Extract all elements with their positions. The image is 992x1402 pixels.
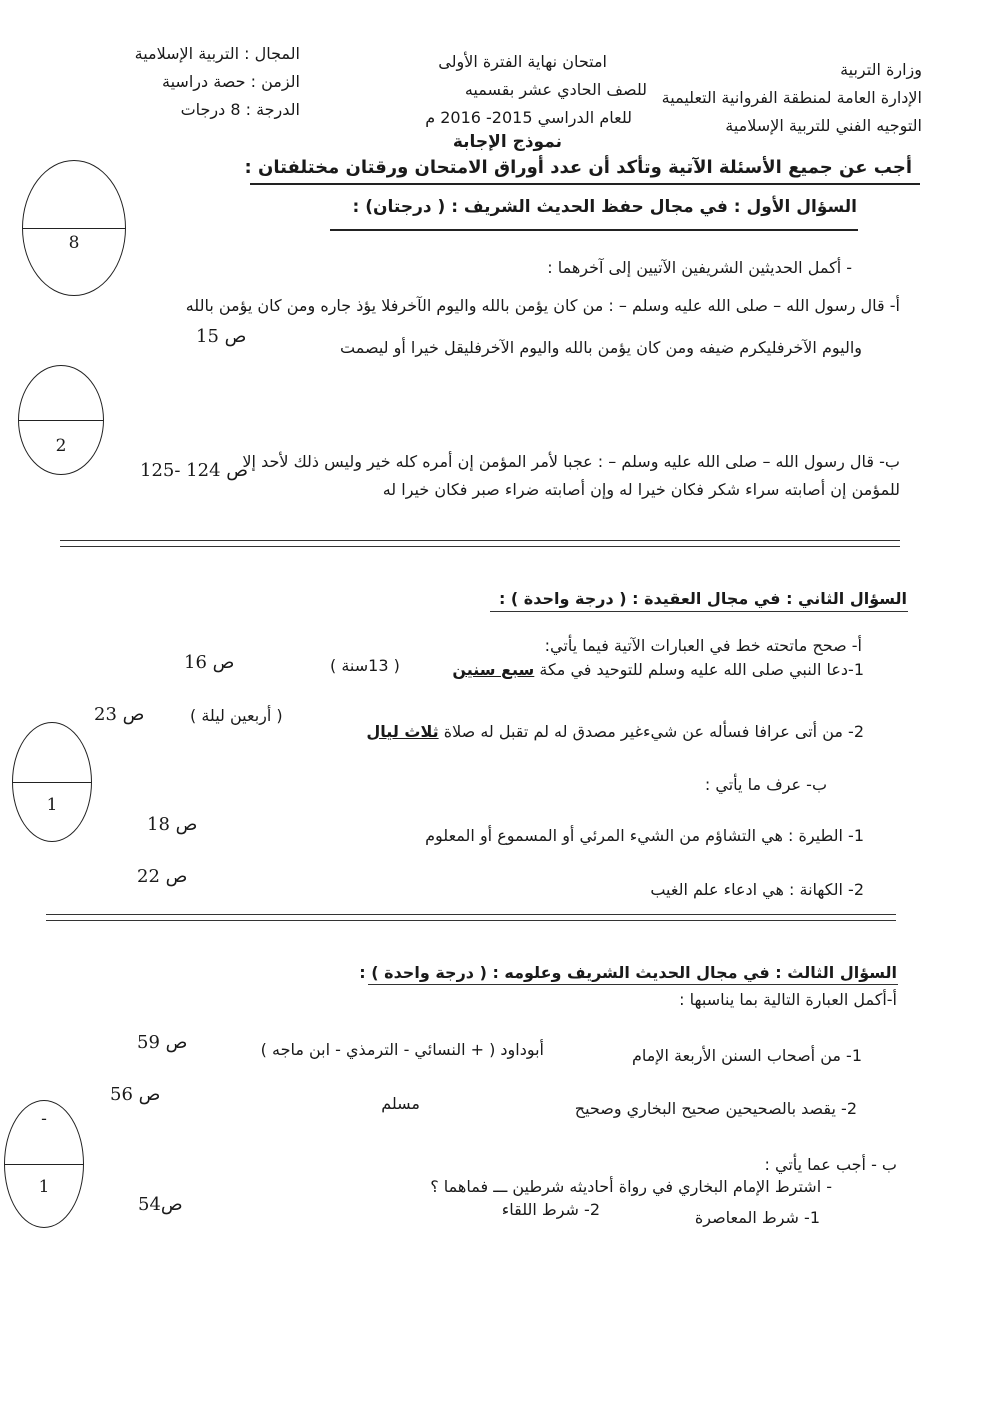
answer-key-label: نموذج الإجابة (452, 132, 562, 152)
q2-a1-answer: ( 13سنة ) (330, 656, 400, 675)
q3-a1-page: ص 59 (137, 1032, 188, 1053)
ministry-name: وزارة التربية (840, 60, 922, 79)
q2-a2-text: 2- من أتى عرافا فسأله عن شيءغير مصدق له لم تقبل له صلاة (443, 722, 864, 741)
q1-b-line1: ب- قال رسول الله – صلى الله عليه وسلم – : عجبا لأمر المؤمن إن أمره كله خير وليس ذلك لأحد إلا (242, 452, 900, 471)
q2-b2: 2- الكهانة : هي ادعاء علم الغيب (650, 880, 864, 899)
q2-b1: 1- الطيرة : هي التشاؤم من الشيء المرئي أو المسموع أو المعلوم (425, 826, 864, 845)
q3-a-prompt: أ-أكمل العبارة التالية بما يناسبها : (679, 990, 897, 1009)
q2-title-underline (490, 611, 908, 612)
subject-field: المجال : التربية الإسلامية (134, 44, 300, 63)
q3-score-circle (4, 1100, 84, 1228)
q2-a2 (366, 722, 864, 741)
q2-a2-answer: ( أربعين ليلة ) (190, 706, 283, 725)
grade-field: الدرجة : 8 درجات (180, 100, 300, 119)
q1-a-line1: أ- قال رسول الله – صلى الله عليه وسلم – : من كان يؤمن بالله واليوم الآخرفلا يؤذ جاره ومن كان يؤمن بالله (185, 296, 900, 315)
time-field: الزمن : حصة دراسية (162, 72, 300, 91)
q2-a-prompt: أ- صحح ماتحته خط في العبارات الآتية فيما يأتي: (544, 636, 862, 655)
q2-a1 (452, 660, 864, 679)
q3-a2-text: 2- يقصد بالصحيحين صحيح البخاري وصحيح (574, 1099, 857, 1118)
divider-1 (60, 540, 900, 541)
q2-a1-text: 1-دعا النبي صلى الله عليه وسلم للتوحيد في مكة (539, 660, 864, 679)
q2-a1-underlined: سبع سنين (452, 660, 535, 679)
q2-b1-page: ص 18 (147, 814, 198, 835)
directorate-name: الإدارة العامة لمنطقة الفروانية التعليمية (661, 88, 922, 107)
q1-a-line2: واليوم الآخرفليكرم ضيفه ومن كان يؤمن بالله واليوم الآخرفليقل خيرا أو ليصمت (340, 338, 862, 357)
q1-b-line2: للمؤمن إن أصابته سراء شكر فكان خيرا له وإن أصابته ضراء صبر فكان خيرا له (382, 480, 900, 499)
q3-title-underline (368, 984, 898, 985)
q3-top-mark: - (41, 1109, 47, 1129)
q2-score-circle (12, 722, 92, 842)
divider-1b (60, 546, 900, 547)
q3-a1-answer: أبوداود ( + النسائي - الترمذي - ابن ماجه ) (260, 1040, 544, 1059)
divider-2 (46, 914, 896, 915)
q3-b-question: - اشترط الإمام البخاري في رواة أحاديثه شرطين ـــ فماهما ؟ (430, 1177, 832, 1196)
q3-a2-page: ص 56 (110, 1084, 161, 1105)
q3-a2-answer: مسلم (381, 1094, 420, 1113)
q2-a1-page: ص 16 (184, 652, 235, 673)
q3-a1-text: 1- من أصحاب السنن الأربعة الإمام (631, 1046, 862, 1065)
q1-a-page: ص 15 (196, 326, 247, 347)
q2-a2-page: ص 23 (94, 704, 145, 725)
total-score: 8 (68, 233, 80, 253)
general-instruction: أجب عن جميع الأسئلة الآتية وتأكد أن عدد أوراق الامتحان ورقتان مختلفتان : (244, 157, 912, 178)
q3-b-page: ص54 (138, 1194, 183, 1215)
q1-b-page: ص 124 -125 (140, 460, 249, 481)
q1-score-circle (18, 365, 104, 475)
q2-b2-page: ص 22 (137, 866, 188, 887)
instruction-underline (250, 183, 920, 185)
q2-a2-underlined: ثلاث ليال (366, 722, 439, 741)
divider-2b (46, 920, 896, 921)
total-score-circle (22, 160, 126, 296)
q3-b-answer-2: 2- شرط اللقاء (501, 1200, 600, 1219)
q3-title: السؤال الثالث : في مجال الحديث الشريف وعلومه : ( درجة واحدة ) : (359, 963, 897, 982)
exam-year: للعام الدراسي 2015- 2016 م (425, 108, 632, 127)
exam-title: امتحان نهاية الفترة الأولى (438, 52, 607, 71)
q1-title: السؤال الأول : في مجال حفظ الحديث الشريف : ( درجتان) : (352, 197, 857, 217)
exam-grade: للصف الحادي عشر بقسميه (464, 80, 647, 99)
q2-b-prompt: ب- عرف ما يأتي : (704, 775, 827, 794)
q3-b-answer-1: 1- شرط المعاصرة (694, 1208, 820, 1227)
supervision-name: التوجيه الفني للتربية الإسلامية (725, 116, 922, 135)
q1-score: 2 (55, 436, 67, 456)
q2-title: السؤال الثاني : في مجال العقيدة : ( درجة واحدة ) : (498, 589, 907, 608)
q1-title-underline (330, 229, 858, 231)
q3-b-prompt: ب - أجب عما يأتي : (764, 1155, 897, 1174)
q2-score: 1 (46, 795, 58, 815)
q1-prompt: - أكمل الحديثين الشريفين الآتيين إلى آخرهما : (547, 258, 852, 277)
q3-score: 1 (38, 1177, 50, 1197)
